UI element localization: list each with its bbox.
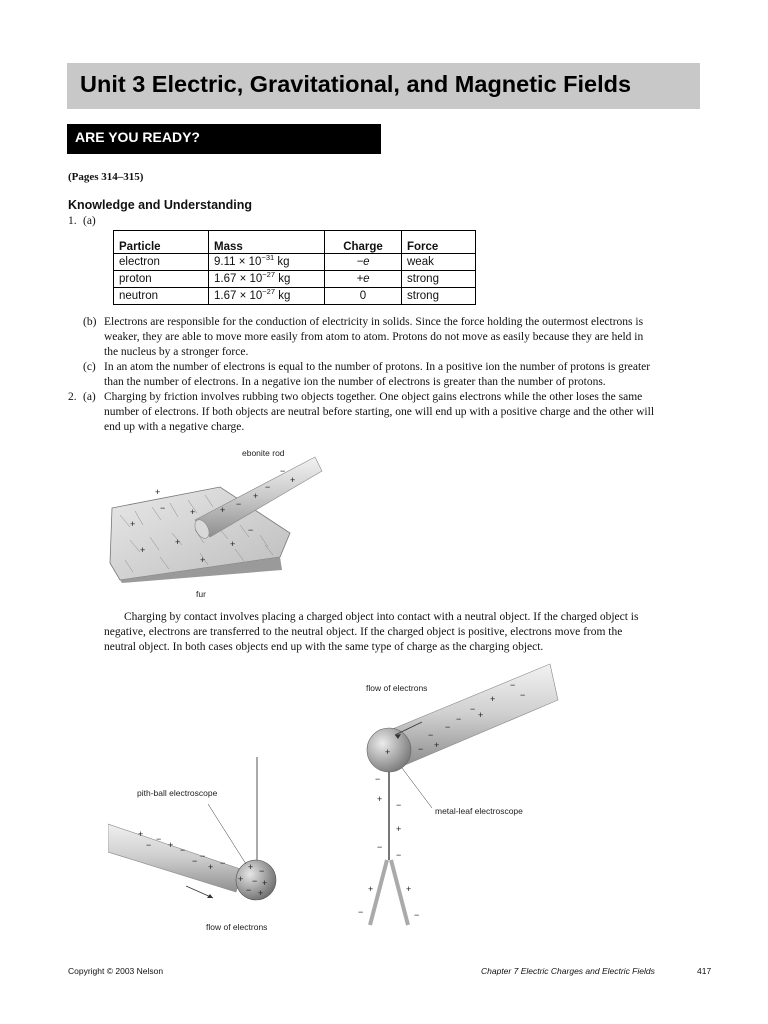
svg-text:+: +	[406, 884, 412, 894]
metal-leaf-label: metal-leaf electroscope	[435, 806, 523, 816]
svg-text:−: −	[470, 704, 476, 714]
table-row	[114, 288, 476, 305]
svg-text:+: +	[138, 829, 144, 839]
svg-text:+: +	[175, 537, 181, 547]
cell-particle: electron	[114, 254, 209, 271]
svg-text:+: +	[130, 519, 136, 529]
svg-text:−: −	[510, 680, 516, 690]
svg-text:+: +	[385, 747, 391, 757]
svg-text:+: +	[434, 740, 440, 750]
svg-text:−: −	[200, 851, 206, 861]
svg-text:+: +	[377, 794, 383, 804]
section-header	[67, 124, 381, 154]
svg-text:+: +	[490, 694, 496, 704]
svg-text:−: −	[252, 876, 258, 886]
svg-text:+: +	[262, 878, 268, 888]
contact-line-3: neutral object. In both cases objects end up with the same type of charge as the charging object.	[104, 641, 544, 653]
flow-label-bottom: flow of electrons	[206, 922, 268, 932]
svg-text:−: −	[375, 774, 381, 784]
svg-text:−: −	[377, 842, 383, 852]
svg-text:+: +	[230, 539, 236, 549]
table-row	[114, 254, 476, 271]
svg-text:+: +	[155, 487, 161, 497]
svg-text:−: −	[520, 690, 526, 700]
svg-text:−: −	[358, 907, 364, 917]
q2-part-a-label: (a)	[83, 391, 96, 403]
svg-text:−: −	[236, 499, 242, 509]
svg-text:−: −	[259, 866, 265, 876]
contact-line-2: negative, electrons are transferred to the neutral object. If the charged object is positive, electrons move from the	[104, 626, 623, 638]
cell-force: weak	[402, 254, 476, 271]
svg-text:−: −	[156, 834, 162, 844]
svg-text:−: −	[265, 482, 271, 492]
ebonite-rod-label: ebonite rod	[242, 448, 285, 458]
q2-number: 2.	[68, 391, 77, 403]
q1-number: 1.	[68, 215, 77, 227]
cell-force: strong	[402, 288, 476, 305]
svg-text:+: +	[238, 874, 244, 884]
q2-line-2: number of electrons. If both objects are neutral before starting, one will end up with a positive charge and the other will	[104, 406, 655, 418]
metal-leaf-electroscope-figure	[350, 660, 570, 930]
svg-text:−: −	[396, 850, 402, 860]
header-force: Force	[402, 231, 476, 254]
table-row	[114, 271, 476, 288]
cell-particle: neutron	[114, 288, 209, 305]
svg-text:−: −	[428, 730, 434, 740]
q1-part-b-label: (b)	[83, 316, 97, 328]
q1-part-c-line-1: In an atom the number of electrons is equal to the number of protons. In a positive ion the number of protons is greater	[104, 361, 651, 373]
svg-text:−: −	[248, 525, 254, 535]
svg-text:+: +	[168, 840, 174, 850]
svg-text:+: +	[478, 710, 484, 720]
svg-text:+: +	[396, 824, 402, 834]
pith-ball-electroscope-figure	[108, 752, 288, 932]
cell-mass: $1.67 \times 10^{-27}$ kg	[209, 271, 325, 288]
svg-text:−: −	[414, 910, 420, 920]
svg-text:+: +	[253, 491, 259, 501]
q1-part-c-label: (c)	[83, 361, 96, 373]
cell-particle: proton	[114, 271, 209, 288]
footer-copyright: Copyright © 2003 Nelson	[68, 966, 164, 976]
svg-text:+: +	[190, 507, 196, 517]
svg-text:−: −	[445, 722, 451, 732]
cell-mass: $9.11 \times 10^{-31}$ kg	[209, 254, 325, 271]
svg-text:+: +	[248, 862, 254, 872]
svg-text:+: +	[368, 884, 374, 894]
q1-part-a-label: (a)	[83, 215, 96, 227]
pith-ball-label: pith-ball electroscope	[137, 788, 218, 798]
flow-label-top: flow of electrons	[366, 683, 428, 693]
fur-rod-figure	[100, 445, 330, 600]
table-header-row	[114, 231, 476, 254]
svg-text:−: −	[146, 840, 152, 850]
svg-text:−: −	[180, 845, 186, 855]
particle-table	[113, 230, 476, 305]
cell-charge: 0	[325, 288, 402, 305]
cell-mass: $1.67 \times 10^{-27}$ kg	[209, 288, 325, 305]
q2-line-1: Charging by friction involves rubbing two objects together. One object gains electrons while the other loses the same	[104, 391, 643, 403]
cell-force: strong	[402, 271, 476, 288]
svg-text:−: −	[396, 800, 402, 810]
header-mass: Mass	[209, 231, 325, 254]
pages-reference: (Pages 314–315)	[68, 171, 144, 183]
svg-text:+: +	[258, 888, 264, 898]
svg-text:+: +	[208, 862, 214, 872]
unit-banner	[67, 63, 700, 109]
header-charge: Charge	[325, 231, 402, 254]
svg-text:−: −	[246, 885, 252, 895]
svg-text:+: +	[220, 505, 226, 515]
svg-text:−: −	[160, 503, 166, 513]
fur-label: fur	[196, 589, 206, 599]
header-particle: Particle	[114, 231, 209, 254]
cell-charge: −e	[325, 254, 402, 271]
contact-line-1: Charging by contact involves placing a charged object into contact with a neutral object. If the charged object is	[124, 611, 639, 623]
section-title: ARE YOU READY?	[75, 129, 200, 145]
page-number: 417	[697, 966, 712, 976]
svg-text:−: −	[456, 714, 462, 724]
q1-part-b-line-2: weaker, they are able to move more easily from atom to atom. Protons do not move as easily because they are held in	[104, 331, 644, 343]
footer-chapter: Chapter 7 Electric Charges and Electric Fields	[481, 966, 655, 976]
q1-part-b-line-1: Electrons are responsible for the conduction of electricity in solids. Since the force holding the outermost electrons is	[104, 316, 644, 328]
svg-text:+: +	[200, 555, 206, 565]
svg-text:−: −	[418, 744, 424, 754]
q1-part-b-line-3: the nucleus by a stronger force.	[104, 346, 249, 358]
svg-text:+: +	[290, 475, 296, 485]
unit-title: Unit 3 Electric, Gravitational, and Magnetic Fields	[80, 71, 632, 97]
cell-charge: +e	[325, 271, 402, 288]
svg-text:−: −	[280, 466, 286, 476]
svg-text:−: −	[220, 858, 226, 868]
svg-text:+: +	[140, 545, 146, 555]
svg-text:−: −	[192, 856, 198, 866]
q1-part-c-line-2: than the number of electrons. In a negative ion the number of electrons is greater than the number of protons.	[104, 376, 606, 388]
q2-line-3: end up with a negative charge.	[104, 421, 245, 433]
subheading: Knowledge and Understanding	[68, 198, 253, 212]
